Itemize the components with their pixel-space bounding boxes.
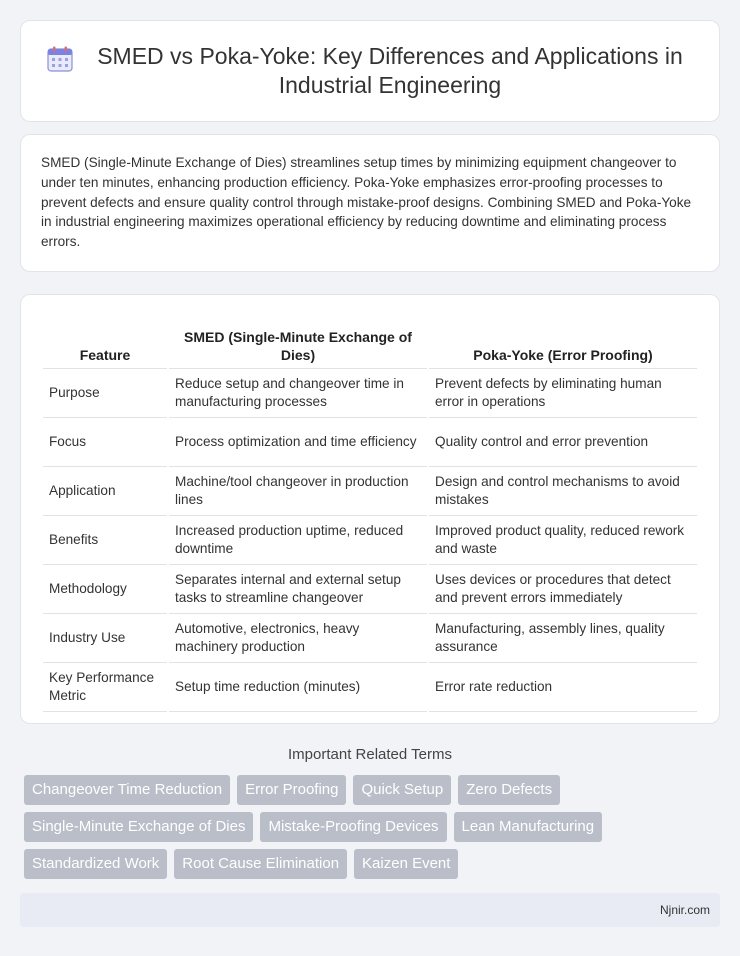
table-row [43, 565, 697, 614]
tag-changeover-time-reduction[interactable]: Changeover Time Reduction [24, 775, 230, 805]
table-row [43, 663, 697, 712]
page-title: SMED vs Poka-Yoke: Key Differences and Applications in Industrial Engineering [97, 43, 683, 98]
footer [20, 893, 720, 927]
cell-smed: Separates internal and external setup tasks to streamline changeover [169, 565, 427, 614]
tag-standardized-work[interactable]: Standardized Work [24, 849, 167, 879]
related-terms-heading: Important Related Terms [288, 746, 452, 763]
table-row [43, 614, 697, 663]
cell-feature: Methodology [43, 565, 167, 614]
cell-poka-yoke: Manufacturing, assembly lines, quality assurance [429, 614, 697, 663]
header-smed: SMED (Single-Minute Exchange of Dies) [169, 315, 427, 369]
cell-poka-yoke: Uses devices or procedures that detect and prevent errors immediately [429, 565, 697, 614]
cell-poka-yoke: Prevent defects by eliminating human error in operations [429, 369, 697, 418]
cell-feature: Key Performance Metric [43, 663, 167, 712]
cell-smed: Process optimization and time efficiency [169, 418, 427, 467]
cell-smed: Increased production uptime, reduced downtime [169, 516, 427, 565]
related-terms-section [20, 746, 720, 879]
intro-card [20, 134, 720, 272]
intro-text: SMED (Single-Minute Exchange of Dies) streamlines setup times by minimizing equipment changeover to under ten minutes, enhancing production efficiency. Poka-Yoke emphasizes error-proofing processes to prevent defects and ensure quality control through mistake-proof designs. Combining SMED and Poka-Yoke in industrial engineering maximizes operational efficiency by reducing downtime and eliminating process errors. [41, 155, 692, 250]
cell-smed: Setup time reduction (minutes) [169, 663, 427, 712]
cell-poka-yoke: Improved product quality, reduced rework and waste [429, 516, 697, 565]
page [20, 0, 720, 927]
cell-poka-yoke: Design and control mechanisms to avoid mistakes [429, 467, 697, 516]
cell-feature: Application [43, 467, 167, 516]
calendar-icon [45, 44, 75, 74]
tag-error-proofing[interactable]: Error Proofing [237, 775, 346, 805]
table-row [43, 516, 697, 565]
tag-mistake-proofing-devices[interactable]: Mistake-Proofing Devices [260, 812, 446, 842]
cell-poka-yoke: Error rate reduction [429, 663, 697, 712]
header-feature: Feature [43, 315, 167, 369]
cell-feature: Purpose [43, 369, 167, 418]
tag-quick-setup[interactable]: Quick Setup [353, 775, 451, 805]
tag-kaizen-event[interactable]: Kaizen Event [354, 849, 458, 879]
comparison-card [20, 294, 720, 724]
table-header-row [43, 315, 697, 369]
table-row [43, 369, 697, 418]
footer-site[interactable]: Njnir.com [659, 903, 710, 917]
table-row [43, 418, 697, 467]
title-card [20, 20, 720, 122]
table-row [43, 467, 697, 516]
cell-feature: Focus [43, 418, 167, 467]
tag-root-cause-elimination[interactable]: Root Cause Elimination [174, 849, 347, 879]
header-poka-yoke: Poka-Yoke (Error Proofing) [429, 315, 697, 369]
related-tags [20, 775, 720, 879]
cell-smed: Automotive, electronics, heavy machinery production [169, 614, 427, 663]
comparison-table [41, 315, 699, 712]
cell-smed: Reduce setup and changeover time in manufacturing processes [169, 369, 427, 418]
tag-single-minute-exchange-of-dies[interactable]: Single-Minute Exchange of Dies [24, 812, 253, 842]
title-row [45, 42, 695, 100]
cell-poka-yoke: Quality control and error prevention [429, 418, 697, 467]
cell-smed: Machine/tool changeover in production lines [169, 467, 427, 516]
cell-feature: Industry Use [43, 614, 167, 663]
tag-lean-manufacturing[interactable]: Lean Manufacturing [454, 812, 603, 842]
cell-feature: Benefits [43, 516, 167, 565]
tag-zero-defects[interactable]: Zero Defects [458, 775, 560, 805]
